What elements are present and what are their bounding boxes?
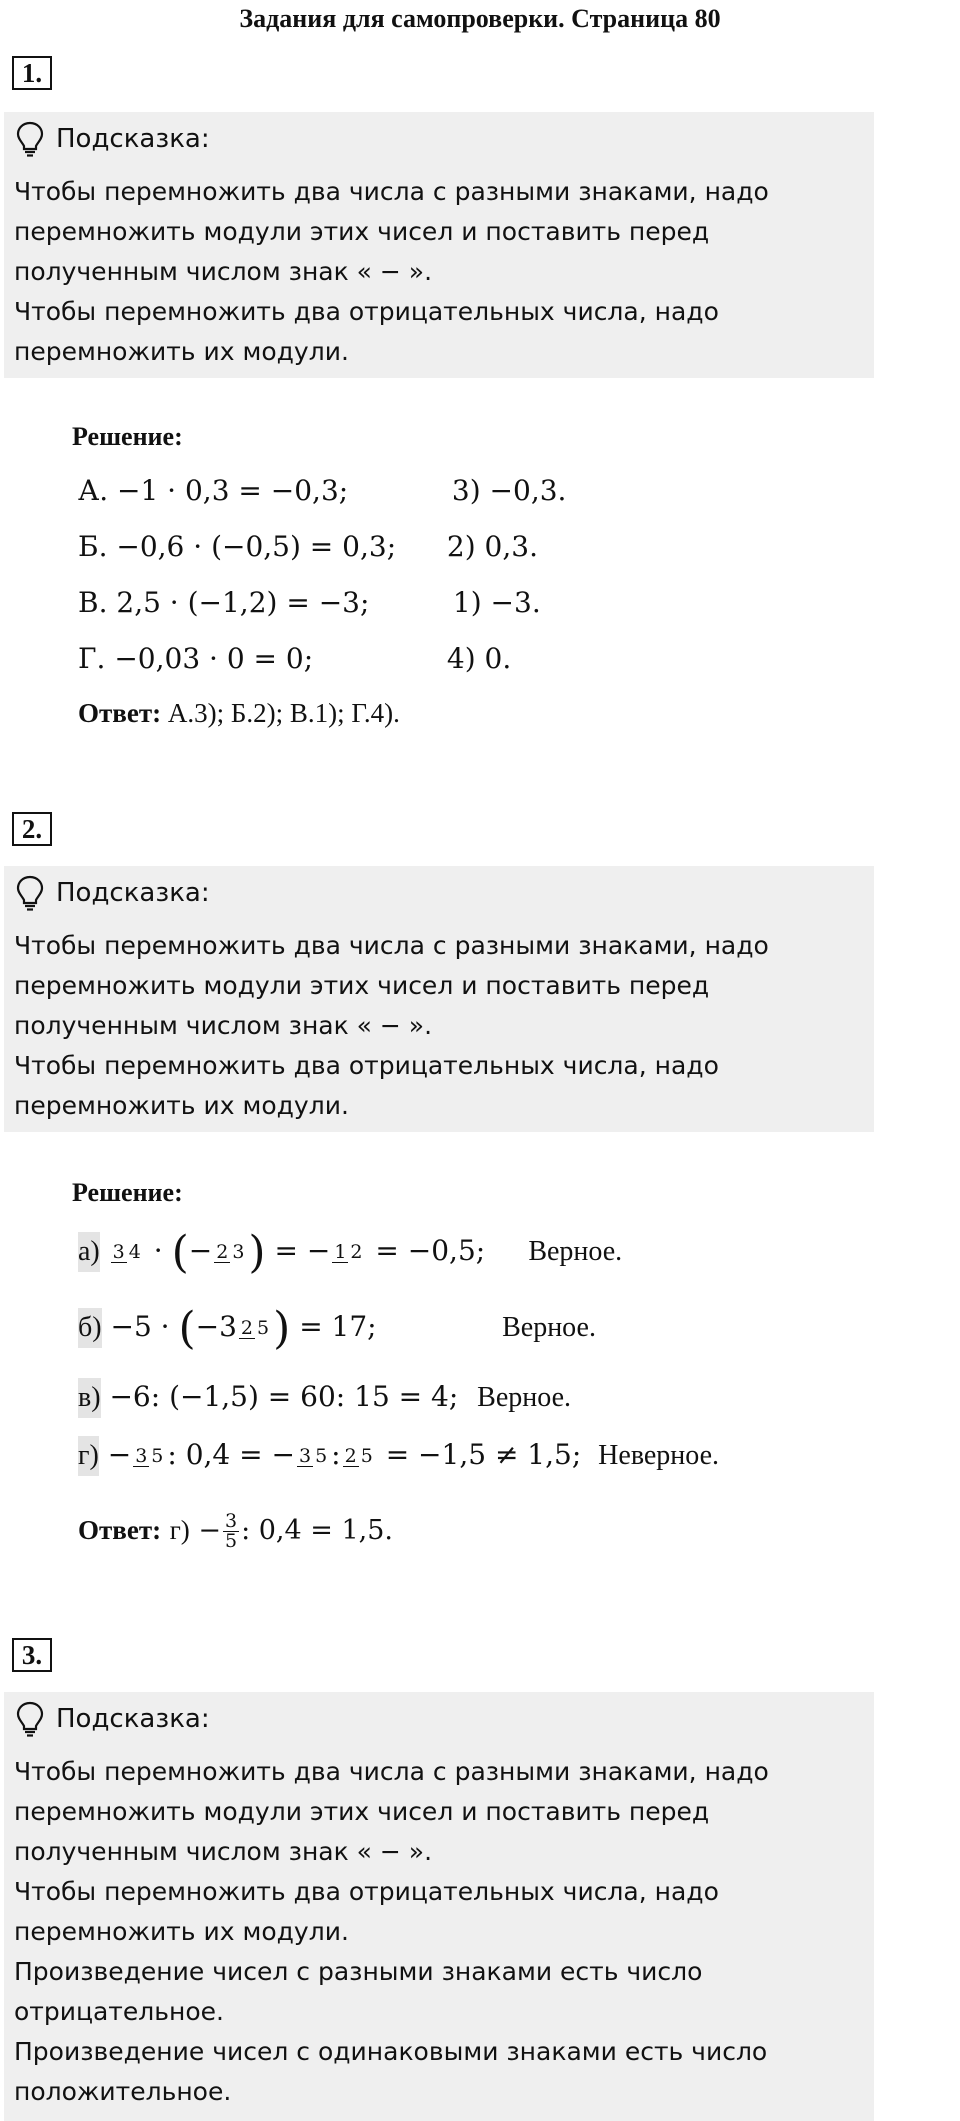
hint-line: Чтобы перемножить два числа с разными знаками, надо: [14, 931, 769, 960]
colon: :: [331, 1438, 341, 1471]
fraction: [214, 1240, 246, 1263]
hint-line: перемножить модули этих чисел и поставить перед: [14, 971, 710, 1000]
choice: 2) 0,3.: [446, 530, 538, 563]
minus-sign: −: [188, 1234, 213, 1267]
expression: А. −1 · 0,3 = −0,3;: [78, 474, 349, 507]
hint-label: Подсказка:: [56, 1704, 210, 1734]
hint-line: Чтобы перемножить два числа с разными знаками, надо: [14, 1757, 769, 1786]
denominator: 5: [360, 1444, 373, 1467]
hint-line: перемножить их модули.: [14, 337, 349, 366]
result: = −0,5;: [375, 1234, 486, 1267]
hint-box-2: [4, 866, 874, 1132]
expression: −6: (−1,5) = 60: 15 = 4;: [109, 1380, 459, 1413]
expression: Г. −0,03 · 0 = 0;: [78, 642, 314, 675]
denominator: 5: [257, 1316, 270, 1339]
solution-row: [78, 642, 511, 675]
hint-text: [14, 1746, 864, 2112]
hint-line: Чтобы перемножить два числа с разными знаками, надо: [14, 177, 769, 206]
hint-line: перемножить модули этих чисел и поставить перед: [14, 217, 710, 246]
numerator: 3: [224, 1510, 238, 1532]
denominator: 4: [128, 1240, 141, 1263]
numerator: 3: [298, 1444, 312, 1467]
operator: ·: [153, 1234, 163, 1267]
answer-text: : 0,4 = 1,5.: [241, 1515, 394, 1546]
whole-part: −3: [195, 1310, 237, 1343]
answer-label: Ответ:: [78, 1515, 162, 1545]
solution-row: [78, 530, 538, 563]
choice: 4) 0.: [446, 642, 512, 675]
verdict: Верное.: [528, 1236, 623, 1267]
hint-line: полученным числом знак « − ».: [14, 257, 433, 286]
hint-line: отрицательное.: [14, 1997, 224, 2026]
numerator: 2: [344, 1444, 357, 1467]
expression-part: −5 ·: [110, 1310, 170, 1343]
denominator: 2: [350, 1240, 363, 1263]
task-number-2: 2.: [12, 812, 52, 846]
paren-close: ): [273, 1302, 291, 1354]
numerator: 3: [135, 1444, 148, 1467]
fraction: [133, 1444, 165, 1467]
fraction: [332, 1240, 364, 1263]
expression-part: : 0,4 = −: [167, 1438, 295, 1471]
denominator: 3: [232, 1240, 245, 1263]
expression: Б. −0,6 · (−0,5) = 0,3;: [78, 530, 397, 563]
paren-open: (: [171, 1226, 189, 1278]
solution-row: [78, 1302, 596, 1354]
minus-sign: −: [198, 1515, 221, 1546]
hint-header: [14, 1692, 864, 1746]
solution-row: [78, 1226, 623, 1278]
hint-header: [14, 112, 864, 166]
paren-open: (: [178, 1302, 196, 1354]
result: = −1,5 ≠ 1,5;: [385, 1438, 582, 1471]
hint-box-1: [4, 112, 874, 378]
hint-line: Произведение чисел с разными знаками есть число: [14, 1957, 703, 1986]
fraction: [111, 1240, 143, 1263]
hint-line: Чтобы перемножить два отрицательных числа, надо: [14, 1877, 719, 1906]
verdict: Неверное.: [598, 1440, 720, 1471]
lightbulb-icon: [14, 874, 46, 912]
fraction: [239, 1316, 271, 1339]
hint-label: Подсказка:: [56, 878, 210, 908]
hint-line: перемножить их модули.: [14, 1917, 349, 1946]
lightbulb-icon: [14, 120, 46, 158]
denominator: 5: [224, 1530, 238, 1552]
solution-label: Решение:: [72, 1178, 183, 1207]
paren-close: ): [248, 1226, 266, 1278]
task-number-3: 3.: [12, 1638, 52, 1672]
solution-label: Решение:: [72, 422, 183, 451]
hint-line: полученным числом знак « − ».: [14, 1837, 433, 1866]
hint-line: Чтобы перемножить два отрицательных числа, надо: [14, 1051, 719, 1080]
hint-box-3: [4, 1692, 874, 2121]
page-title: Задания для самопроверки. Страница 80: [239, 4, 721, 33]
answer-label: Ответ:: [78, 698, 162, 728]
verdict: Верное.: [477, 1382, 572, 1413]
numerator: 3: [112, 1240, 125, 1263]
hint-text: [14, 166, 864, 372]
equals-minus: = −: [274, 1234, 331, 1267]
hint-line: полученным числом знак « − ».: [14, 1011, 433, 1040]
minus-sign: −: [107, 1438, 132, 1471]
hint-label: Подсказка:: [56, 124, 210, 154]
numerator: 2: [240, 1316, 254, 1339]
row-label: в): [78, 1378, 101, 1418]
solution-row: [78, 1378, 571, 1418]
choice: 3) −0,3.: [451, 474, 567, 507]
fraction: [297, 1444, 329, 1467]
answer: [78, 698, 400, 729]
numerator: 2: [216, 1240, 229, 1263]
result: = 17;: [299, 1310, 377, 1343]
solution-row: [78, 586, 541, 619]
answer-text: А.3); Б.2); В.1); Г.4).: [167, 698, 400, 728]
choice: 1) −3.: [452, 586, 541, 619]
solution-row: [78, 474, 566, 507]
denominator: 5: [315, 1444, 328, 1467]
row-label: б): [78, 1308, 102, 1348]
hint-text: [14, 920, 864, 1126]
numerator: 1: [334, 1240, 347, 1263]
answer: [78, 1512, 393, 1551]
answer-row-label: г): [169, 1515, 190, 1545]
hint-line: Чтобы перемножить два отрицательных числа, надо: [14, 297, 719, 326]
fraction: [223, 1512, 239, 1551]
hint-header: [14, 866, 864, 920]
solution-row: [78, 1436, 719, 1476]
hint-line: Произведение чисел с одинаковыми знаками есть число: [14, 2037, 768, 2066]
expression: В. 2,5 · (−1,2) = −3;: [78, 586, 370, 619]
hint-line: перемножить модули этих чисел и поставить перед: [14, 1797, 710, 1826]
lightbulb-icon: [14, 1700, 46, 1738]
task-number-1: 1.: [12, 56, 52, 90]
row-label: г): [78, 1436, 99, 1476]
hint-line: перемножить их модули.: [14, 1091, 349, 1120]
verdict: Верное.: [502, 1312, 596, 1343]
row-label: а): [78, 1232, 100, 1272]
denominator: 5: [151, 1444, 164, 1467]
fraction: [343, 1444, 375, 1467]
hint-line: положительное.: [14, 2077, 232, 2106]
